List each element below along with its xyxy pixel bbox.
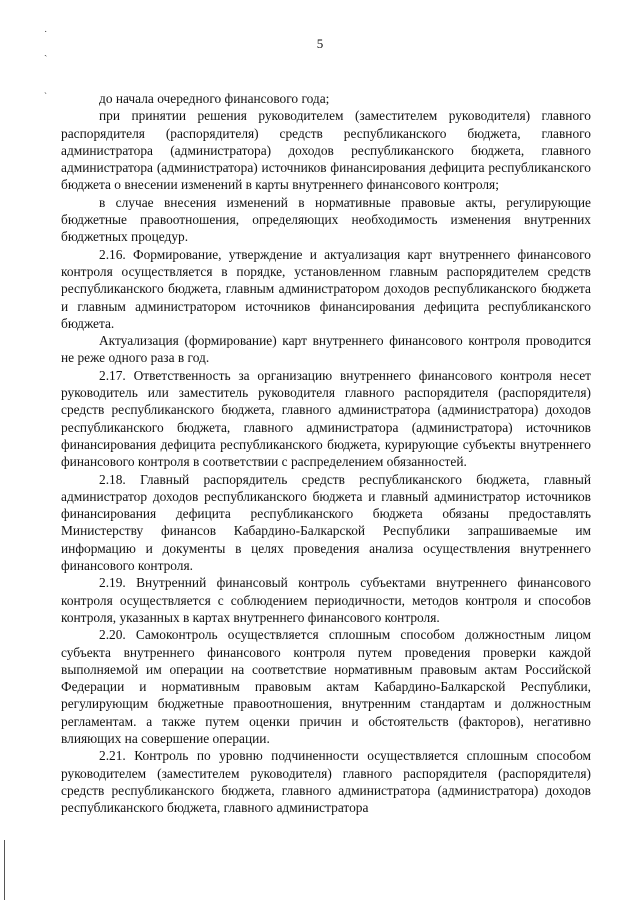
paragraph: в случае внесения изменений в нормативные правовые акты, регулирующие бюджетные правоотношения, определяющих необходимость изменения внутренних бюджетных процедур. bbox=[61, 194, 591, 245]
section-paragraph-2-19: 2.19. Внутренний финансовый контроль субъектами внутреннего финансового контроля осуществляется с соблюдением периодичности, методов контроля и способов контроля, указанных в картах внутреннего финансового контроля. bbox=[61, 575, 591, 625]
paragraph: Актуализация (формирование) карт внутреннего финансового контроля проводится не реже одного раза в год. bbox=[61, 333, 591, 366]
page-number: 5 bbox=[316, 36, 324, 51]
section-paragraph-2-18: 2.18. Главный распорядитель средств республиканского бюджета, главный администратор доходов республиканского бюджета и главный администратор источников финансирования дефицита республиканского бюджета обязаны предоставлять Министерству финансов Кабардино-Балкарской Республики запрашиваемые им информацию и документы в целях проведения анализа осуществления внутреннего финансового контроля. bbox=[61, 471, 591, 574]
scan-artifact: ˎ bbox=[44, 84, 47, 94]
paragraph: до начала очередного финансового года; bbox=[99, 91, 330, 106]
section-paragraph-2-17: 2.17. Ответственность за организацию внутреннего финансового контроля несет руководитель или заместитель руководителя главного распорядителя (распорядителя) средств республиканского бюджета, главного администратора (администратора) доходов республиканского бюджета, главного администратора (администратора) источников финансирования дефицита республиканского бюджета, курирующие субъекты внутреннего финансового контроля в соответствии с распределением обязанностей. bbox=[61, 367, 591, 470]
section-paragraph-2-20: 2.20. Самоконтроль осуществляется сплошным способом должностным лицом субъекта внутреннего финансового контроля путем проведения проверки каждой выполняемой им операции на соответствие нормативным правовым актам Российской Федерации и нормативным правовым актам Кабардино-Балкарской Республики, регулирующим бюджетные правоотношения, внутренним стандартам и должностным регламентам. а также путем оценки причин и обстоятельств (факторов), негативно влияющих на совершение операции. bbox=[61, 627, 591, 746]
paragraph: при принятии решения руководителем (заместителем руководителя) главного распорядителя (распорядителя) средств республиканского бюджета, главного администратора (администратора) доходов республиканского бюджета, главного администратора (администратора) источников финансирования дефицита республиканского бюджета о внесении изменений в карты внутреннего финансового контроля; bbox=[61, 108, 591, 193]
scan-artifact: ˙ bbox=[44, 30, 48, 41]
scan-artifact: ˏ bbox=[44, 46, 48, 57]
section-paragraph-2-21: 2.21. Контроль по уровню подчиненности осуществляется сплошным способом руководителем (заместителем руководителя) главного распорядителя (распорядителя) средств республиканского бюджета, главного администратора (администратора) доходов республиканского бюджета, главного администратора bbox=[61, 748, 591, 816]
document-body bbox=[61, 90, 591, 816]
scan-edge-line bbox=[4, 840, 5, 900]
section-paragraph-2-16: 2.16. Формирование, утверждение и актуализация карт внутреннего финансового контроля осуществляется в порядке, установленном главным распорядителем средств республиканского бюджета, главным администратором доходов республиканского бюджета и главным администратором источников финансирования дефицита республиканского бюджета. bbox=[61, 246, 591, 331]
